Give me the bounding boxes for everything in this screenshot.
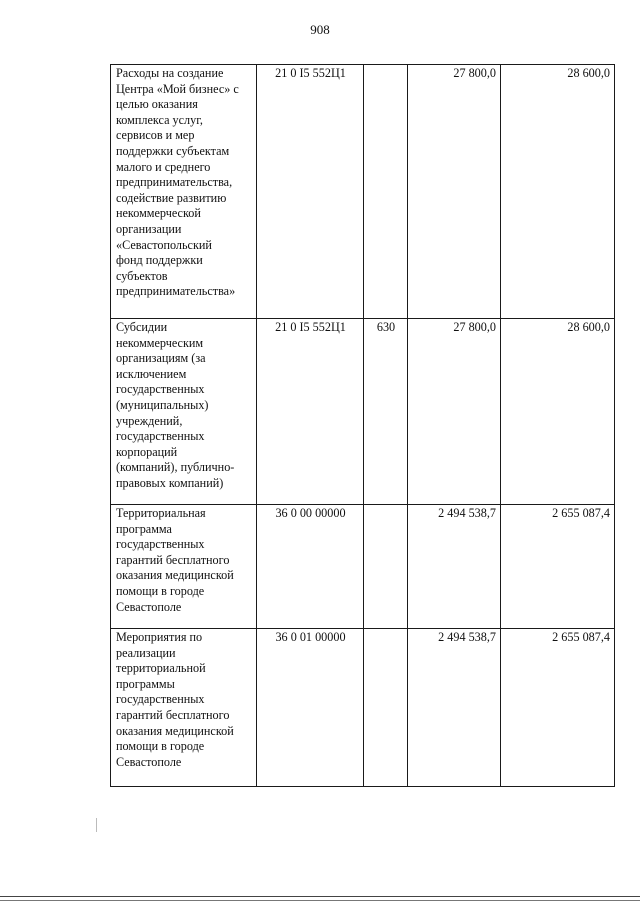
page-number: 908 [310, 22, 330, 37]
target-code-cell: 21 0 I5 552Ц1 [257, 65, 364, 319]
expense-kind-cell [364, 505, 408, 629]
table-row [111, 505, 615, 629]
expense-kind-cell [364, 629, 408, 787]
amount-year2-cell: 2 655 087,4 [501, 629, 615, 787]
amount-year1-cell: 2 494 538,7 [408, 505, 501, 629]
amount-year1-cell: 27 800,0 [408, 319, 501, 505]
table-row [111, 65, 615, 319]
scan-edge-line [0, 900, 640, 901]
amount-year1-cell: 27 800,0 [408, 65, 501, 319]
budget-table [110, 64, 615, 787]
expense-kind-cell: 630 [364, 319, 408, 505]
amount-year1-cell: 2 494 538,7 [408, 629, 501, 787]
table-row [111, 629, 615, 787]
amount-year2-cell: 28 600,0 [501, 65, 615, 319]
row-name-cell: Территориальная программа государственных гарантий бесплатного оказания медицинской помощи в городе Севастополе [111, 505, 257, 629]
table-row [111, 319, 615, 505]
expense-kind-cell [364, 65, 408, 319]
row-name-cell: Расходы на создание Центра «Мой бизнес» с целью оказания комплекса услуг, сервисов и мер поддержки субъектам малого и среднего предпринимательства, содействие развитию некоммерческой организации «Севастопольский фонд поддержки субъектов предпринимательства» [111, 65, 257, 319]
scan-artifact [96, 818, 97, 832]
row-name-cell: Мероприятия по реализации территориальной программы государственных гарантий бесплатного оказания медицинской помощи в городе Севастополе [111, 629, 257, 787]
target-code-cell: 36 0 01 00000 [257, 629, 364, 787]
amount-year2-cell: 28 600,0 [501, 319, 615, 505]
scan-edge-line [0, 896, 640, 897]
amount-year2-cell: 2 655 087,4 [501, 505, 615, 629]
target-code-cell: 21 0 I5 552Ц1 [257, 319, 364, 505]
target-code-cell: 36 0 00 00000 [257, 505, 364, 629]
row-name-cell: Субсидии некоммерческим организациям (за исключением государственных (муниципальных) учреждений, государственных корпораций (компаний), публично- правовых компаний) [111, 319, 257, 505]
